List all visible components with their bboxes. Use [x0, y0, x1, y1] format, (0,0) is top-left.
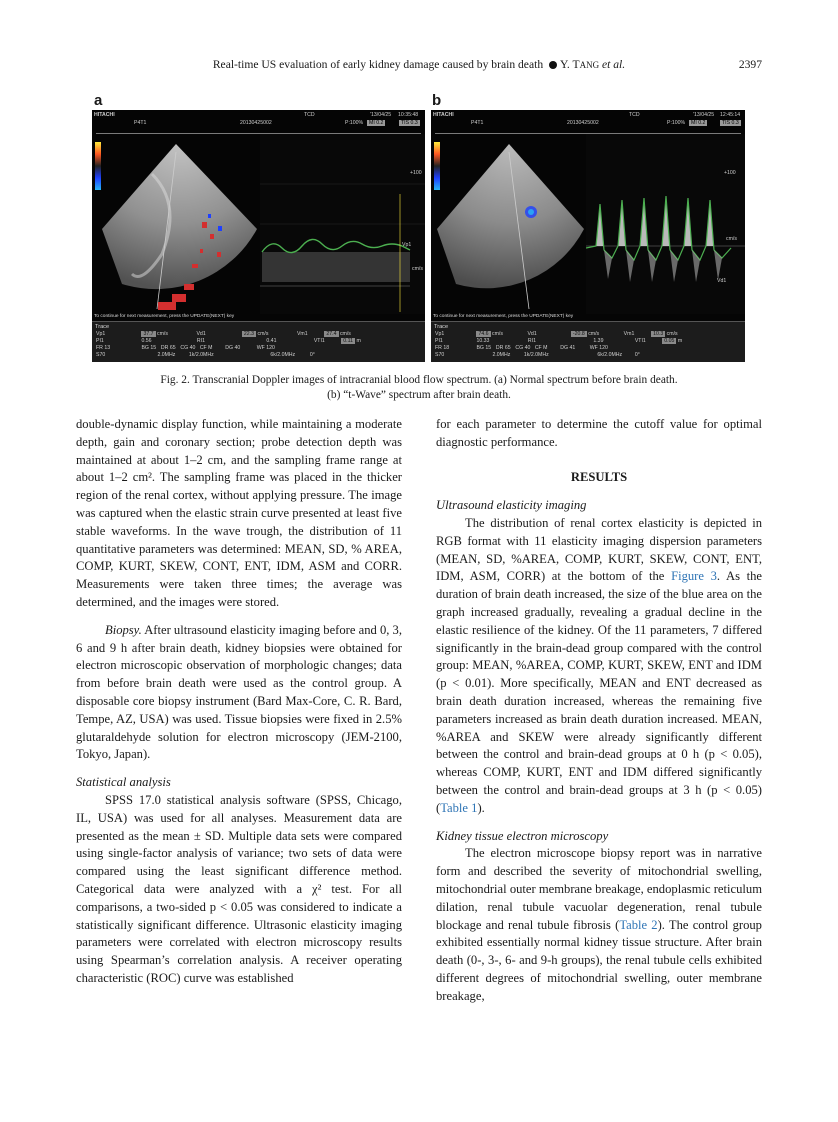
dg-label: DG 41	[560, 345, 576, 351]
figure-caption	[76, 373, 762, 402]
vti-unit: m	[677, 338, 683, 344]
time-label: 10:35:48	[398, 112, 419, 118]
stats-paragraph: SPSS 17.0 statistical analysis software (SPSS, Chicago, IL, USA) was used for all analyses. Measurement data are presented as the mean ± SD. Multiple data sets were compared using single-factor analysis of variance; two sets of data were compared using the least significant difference method. Categorical data were analyzed with a χ² test. For all comparisons, a two-sided p < 0.05 was considered to indicate a statistically significant difference. Ultrasonic elasticity imaging parameters were correlated with electron microscopy results using Spearman’s correlation analysis. A receiver operating characteristic (ROC) curve was established	[76, 792, 402, 985]
em-paragraph	[436, 845, 762, 1005]
time-label: 12:45:14	[720, 112, 741, 118]
s-label: S70	[96, 352, 106, 358]
angle-label: 0°	[634, 352, 640, 358]
table-1-link[interactable]: Table 1	[440, 800, 478, 815]
cf-label: CF M	[534, 345, 548, 351]
header-et-al: et al.	[601, 58, 626, 71]
readout-row-2	[435, 338, 682, 344]
readout-row-3	[435, 345, 608, 351]
probe-label: P4T1	[471, 120, 484, 126]
measurement-prompt: To continue for next measurement, press the UPDATE(NEXT) key	[94, 314, 235, 319]
wf-label: WF 120	[589, 345, 608, 351]
running-title-text: Real-time US evaluation of early kidney damage caused by brain death	[212, 58, 544, 71]
fr-label: FR 18	[435, 345, 450, 351]
cf-freq-label: 1k/2.0MHz	[188, 352, 214, 358]
cf-label: CF M	[199, 345, 213, 351]
dr-label: DR 65	[495, 345, 511, 351]
vd-unit: cm/s	[257, 331, 269, 337]
bullet-icon	[549, 61, 557, 69]
running-header	[76, 58, 762, 74]
measurement-readout	[92, 321, 425, 362]
readout-row-2	[96, 338, 361, 344]
measurement-readout	[431, 321, 745, 362]
tis-chip: TIS 0.3	[722, 120, 739, 126]
vti-value: 0.05	[664, 338, 675, 344]
brand-label: HITACHI	[433, 112, 454, 118]
readout-row-1	[96, 331, 351, 337]
vd-label: Vd1	[196, 331, 206, 337]
ri-label: RI1	[196, 338, 205, 344]
vm-label: Vm1	[623, 331, 635, 337]
doppler-spectrum	[586, 134, 745, 314]
panel-b-topbar	[431, 110, 745, 132]
vp-unit: cm/s	[157, 331, 168, 337]
readout-row-3	[96, 345, 275, 351]
caption-line-1: Fig. 2. Transcranial Doppler images of intracranial blood flow spectrum. (a) Normal spectrum before brain death.	[160, 374, 678, 386]
cf-freq-label: 1k/2.0MHz	[523, 352, 549, 358]
vti-value: 0.11	[343, 338, 353, 344]
elasticity-text-b: . As the duration of brain death increased, the size of the blue area on the graph increased gradually, revealing a gradual decline in the elastic resilience of the kidney. Of the 11 parameters, 7 differed significantly in the brain-dead group compared with the control group: MEAN, %AREA, COMP, KURT, SKEW, ENT and IDM (p < 0.01). More specifically, MEAN and ENT decreased as brain death duration increased, whereas the remaining five parameters increased as brain death duration increased. MEAN, %AREA and SKEW were already significantly different between the control and brain-dead groups at 0 h (p < 0.05), whereas COMP, KURT, ENT and IDM differed significantly between the control and brain-dead groups at 3 h (p < 0.05) (	[436, 569, 763, 815]
vp-value: 74.6	[478, 331, 489, 337]
pw-freq-label: 6k/2.0MHz	[597, 352, 623, 358]
vm-unit: cm/s	[666, 331, 678, 337]
doppler-unit: cm/s	[726, 236, 737, 242]
em-heading: Kidney tissue electron microscopy	[436, 828, 609, 843]
caption-line-2: (b) “t-Wave” spectrum after brain death.	[327, 388, 511, 401]
doppler-unit: cm/s	[412, 266, 423, 272]
date-label: '13/04/25	[693, 112, 715, 118]
elasticity-heading: Ultrasound elasticity imaging	[436, 498, 587, 513]
dr-label: DR 65	[160, 345, 176, 351]
readout-row-4	[96, 352, 315, 358]
elasticity-text-a: The distribution of renal cortex elasticity is depicted in RGB format with 11 elasticity imaging dispersion parameters (MEAN, SD, %AREA, COMP, KURT, SKEW, CONT, ENT, IDM, ASM, CORR) at the bottom of the	[436, 515, 762, 584]
em-text-a: The electron microscope biopsy report was in narrative form and described the severity of mitochondrial swelling, mitochondrial outer membrane breakage, endoplasmic reticulum dilation, renal tubule vacuolar degeneration, renal tubule blockage and renal tubule fibrosis (	[436, 846, 762, 932]
bg-label: BG 15	[476, 345, 492, 351]
readout-row-1	[435, 331, 678, 337]
pw-freq-label: 6k/2.0MHz	[270, 352, 296, 358]
cg-label: CG 40	[515, 345, 531, 351]
angle-label: 0°	[309, 352, 315, 358]
ri-value: 0.41	[266, 338, 277, 344]
vp-label: Vp1	[96, 331, 106, 337]
vd-unit: cm/s	[588, 331, 600, 337]
pi-label: PI1	[435, 338, 443, 344]
dg-label: DG 40	[225, 345, 241, 351]
study-id: 20130425002	[240, 120, 272, 126]
doppler-marker-label: Vp1	[402, 242, 412, 248]
right-column	[436, 416, 762, 1006]
brand-label: HITACHI	[94, 112, 115, 118]
header-author-smallcaps: ANG	[579, 60, 600, 70]
mode-label: TCD	[629, 112, 640, 118]
ultrasound-panel-b	[431, 110, 745, 362]
doppler-scale-top: +100	[410, 170, 422, 176]
table-2-link[interactable]: Table 2	[619, 917, 658, 932]
vti-unit: m	[356, 338, 361, 344]
elasticity-paragraph	[436, 515, 762, 818]
em-text-b: ). The control group exhibited essentially normal kidney tissue structure. After brain death (0-, 3-, 6- and 9-h groups), the renal tubule cells exhibited different degrees of mitochondrial swelling, outer membrane breakage,	[436, 917, 762, 1003]
trace-label: Trace	[95, 324, 110, 330]
results-heading: RESULTS	[570, 470, 628, 485]
power-label: P:100%	[345, 120, 364, 126]
vp-unit: cm/s	[492, 331, 503, 337]
vm-value: 27.4	[326, 331, 337, 337]
cg-label: CG 40	[180, 345, 196, 351]
trace-label: Trace	[434, 324, 449, 330]
power-label: P:100%	[667, 120, 686, 126]
ri-label: RI1	[527, 338, 536, 344]
freq-label: 2.0MHz	[492, 352, 511, 358]
biopsy-paragraph	[76, 622, 402, 764]
b-mode-fan-image	[92, 134, 260, 314]
vti-label: VTI1	[313, 338, 325, 344]
methods-paragraph: double-dynamic display function, while maintaining a moderate depth, gain and coronary section; probe detection depth was maintained at about 1–2 cm, and the sampling frame range at about 1–2 cm². The sampling frame was placed in the thicker region of the renal cortex, without applying pressure. The image was captured when the elastic strain curve presented at least five stable waveforms. In the wave trough, the distribution of 11 quantitative parameters was determined: MEAN, SD, % AREA, COMP, KURT, SKEW, CONT, ENT, IDM, ASM and CORR. Measurements were taken three times; the average was determined, and the images were stored.	[76, 417, 402, 609]
biopsy-label: Biopsy.	[105, 622, 142, 637]
pi-value: 0.56	[141, 338, 152, 344]
vm-value: 10.3	[653, 331, 664, 337]
elasticity-text-c: ).	[477, 800, 485, 815]
panel-a-letter: a	[94, 92, 103, 109]
doppler-spectrum	[260, 134, 425, 314]
panel-b-letter: b	[432, 92, 442, 109]
date-label: '13/04/25	[370, 112, 392, 118]
pi-value: 10.33	[476, 338, 490, 344]
s-label: S70	[435, 352, 445, 358]
mi-chip: MI 0.2	[691, 120, 706, 126]
vd-value: 22.3	[243, 331, 255, 337]
vd-value: -20.8	[572, 331, 585, 337]
ri-value: 1.39	[593, 338, 604, 344]
fr-label: FR 13	[96, 345, 111, 351]
panel-a-topbar	[92, 110, 425, 132]
freq-label: 2.0MHz	[157, 352, 176, 358]
doppler-marker-label: Vd1	[717, 278, 727, 284]
study-id: 20130425002	[567, 120, 599, 126]
vp-value: 37.7	[143, 331, 154, 337]
stats-heading: Statistical analysis	[76, 775, 171, 790]
tis-chip: TIS 0.3	[401, 120, 418, 126]
measurement-prompt: To continue for next measurement, press the UPDATE(NEXT) key	[433, 314, 574, 319]
page-number: 2397	[738, 58, 762, 71]
vti-label: VTI1	[634, 338, 646, 344]
left-column	[76, 416, 402, 988]
methods-continuation: for each parameter to determine the cutoff value for optimal diagnostic performance.	[436, 417, 762, 449]
probe-label: P4T1	[134, 120, 147, 126]
vp-label: Vp1	[435, 331, 445, 337]
doppler-scale-top: +100	[724, 170, 736, 176]
vm-unit: cm/s	[339, 331, 351, 337]
mi-chip: MI 0.2	[369, 120, 384, 126]
biopsy-text: After ultrasound elasticity imaging before and 0, 3, 6 and 9 h after brain death, kidney biopsies were obtained for electron microscopic observation of morphologic changes; data from before brain death were used as the control group. A disposable core biopsy instrument (Bard Max-Core, C. R. Bard, Tempe, AZ, USA) was used. Tissue biopsies were fixed in 2.5% glutaraldehyde solution for electron microscopy (JEM-2100, Tokyo, Japan).	[76, 622, 402, 762]
b-mode-fan-image	[431, 134, 586, 314]
mode-label: TCD	[304, 112, 315, 118]
vd-label: Vd1	[527, 331, 537, 337]
header-author: Y. T	[560, 58, 580, 71]
readout-row-4	[435, 352, 640, 358]
ultrasound-panel-a	[92, 110, 425, 362]
wf-label: WF 120	[256, 345, 275, 351]
bg-label: BG 15	[141, 345, 157, 351]
running-title	[76, 58, 762, 71]
figure-3-link[interactable]: Figure 3	[671, 569, 717, 584]
pi-label: PI1	[96, 338, 104, 344]
vm-label: Vm1	[296, 331, 308, 337]
